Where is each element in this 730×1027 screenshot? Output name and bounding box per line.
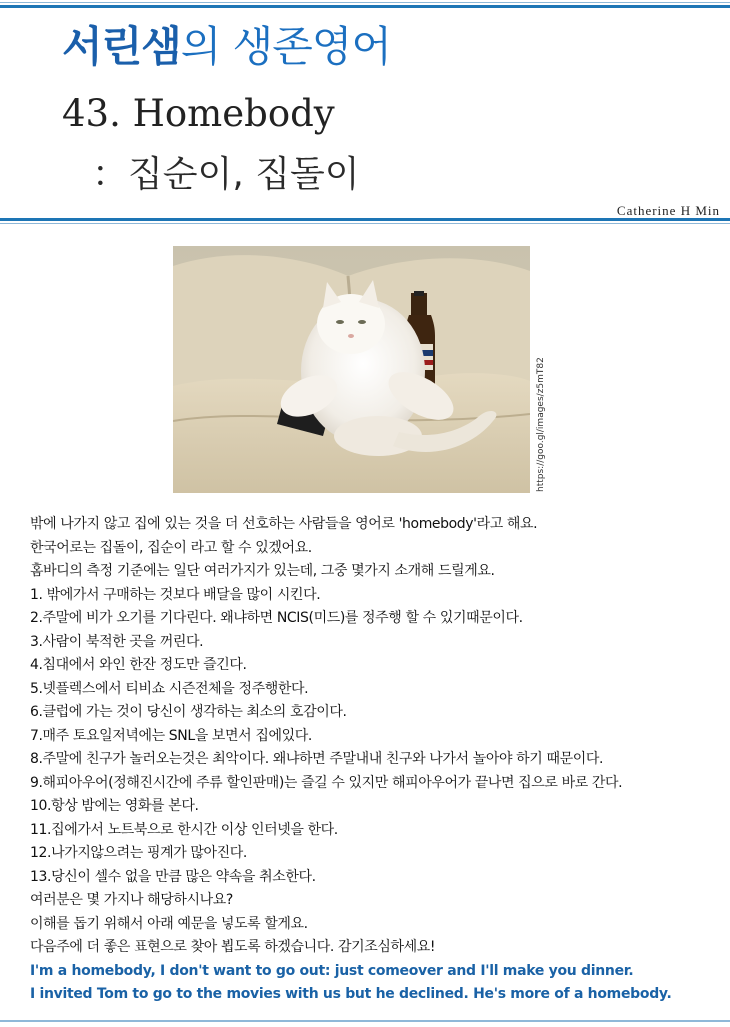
author-name: Catherine H Min (616, 203, 720, 218)
cat-on-sofa-photo (173, 246, 530, 493)
example-sentence: I'm a homebody, I don't want to go out: just comeover and I'll make you dinner. (30, 962, 634, 979)
closing-line: 다음주에 더 좋은 표현으로 찾아 뵙도록 하겠습니다. 감기조심하세요! (30, 939, 436, 955)
list-item: 11.집에가서 노트북으로 한시간 이상 인터넷을 한다. (30, 821, 338, 838)
list-item: 13.당신이 셀수 없을 만큼 많은 약속을 취소한다. (30, 868, 316, 885)
list-item: 3.사람이 북적한 곳을 꺼린다. (30, 633, 204, 650)
bottom-rule (0, 1020, 730, 1022)
lesson-subtitle: ：집순이, 집돌이 (92, 154, 360, 195)
intro-line: 밖에 나가지 않고 집에 있는 것을 더 선호하는 사람들을 영어로 'homebody'라고 해요. (30, 516, 538, 532)
list-item: 12.나가지않으려는 핑계가 많아진다. (30, 845, 247, 861)
list-item: 10.항상 밤에는 영화를 본다. (30, 798, 199, 814)
list-item: 5.넷플렉스에서 티비쇼 시즌전체을 정주행한다. (30, 680, 309, 697)
list-item: 6.클럽에 가는 것이 당신이 생각하는 최소의 호감이다. (30, 704, 347, 720)
top-rule (0, 0, 730, 10)
closing-line: 여러분은 몇 가지나 해당하시나요? (30, 892, 233, 908)
list-item: 8.주말에 친구가 놀러오는것은 최악이다. 왜냐하면 주말내내 친구와 나가서 놀아야 하기 때문이다. (30, 751, 603, 767)
header-divider (0, 218, 730, 226)
lesson-title: 43. Homebody (62, 92, 335, 135)
photo-credit-link[interactable]: https://goo.gl/images/z5mT82 (536, 357, 546, 492)
list-item: 4.침대에서 와인 한잔 정도만 즐긴다. (30, 657, 247, 673)
intro-line: 한국어로는 집돌이, 집순이 라고 할 수 있겠어요. (30, 539, 312, 556)
list-item: 1. 밖에가서 구매하는 것보다 배달을 많이 시킨다. (30, 586, 321, 603)
list-item: 9.해피아우어(정해진시간에 주류 할인판매)는 즐길 수 있지만 해피아우어가 끝나면 집으로 바로 간다. (30, 774, 623, 791)
series-brand (62, 14, 391, 74)
list-item: 7.매주 토요일저녁에는 SNL을 보면서 집에있다. (30, 727, 312, 744)
intro-line: 홈바디의 측정 기준에는 일단 여러가지가 있는데, 그중 몇가지 소개해 드릴게요. (30, 563, 495, 579)
article-body (30, 513, 720, 1007)
closing-line: 이해를 돕기 위해서 아래 예문을 넣도록 할게요. (30, 915, 308, 932)
list-item: 2.주말에 비가 오기를 기다린다. 왜냐하면 NCIS(미드)를 정주행 할 수 있기때문이다. (30, 610, 523, 626)
brand-name: 서린샘 (62, 22, 181, 71)
brand-suffix: 의 생존영어 (180, 22, 391, 71)
example-sentence: I invited Tom to go to the movies with us but he declined. He's more of a homebody. (30, 986, 672, 1002)
